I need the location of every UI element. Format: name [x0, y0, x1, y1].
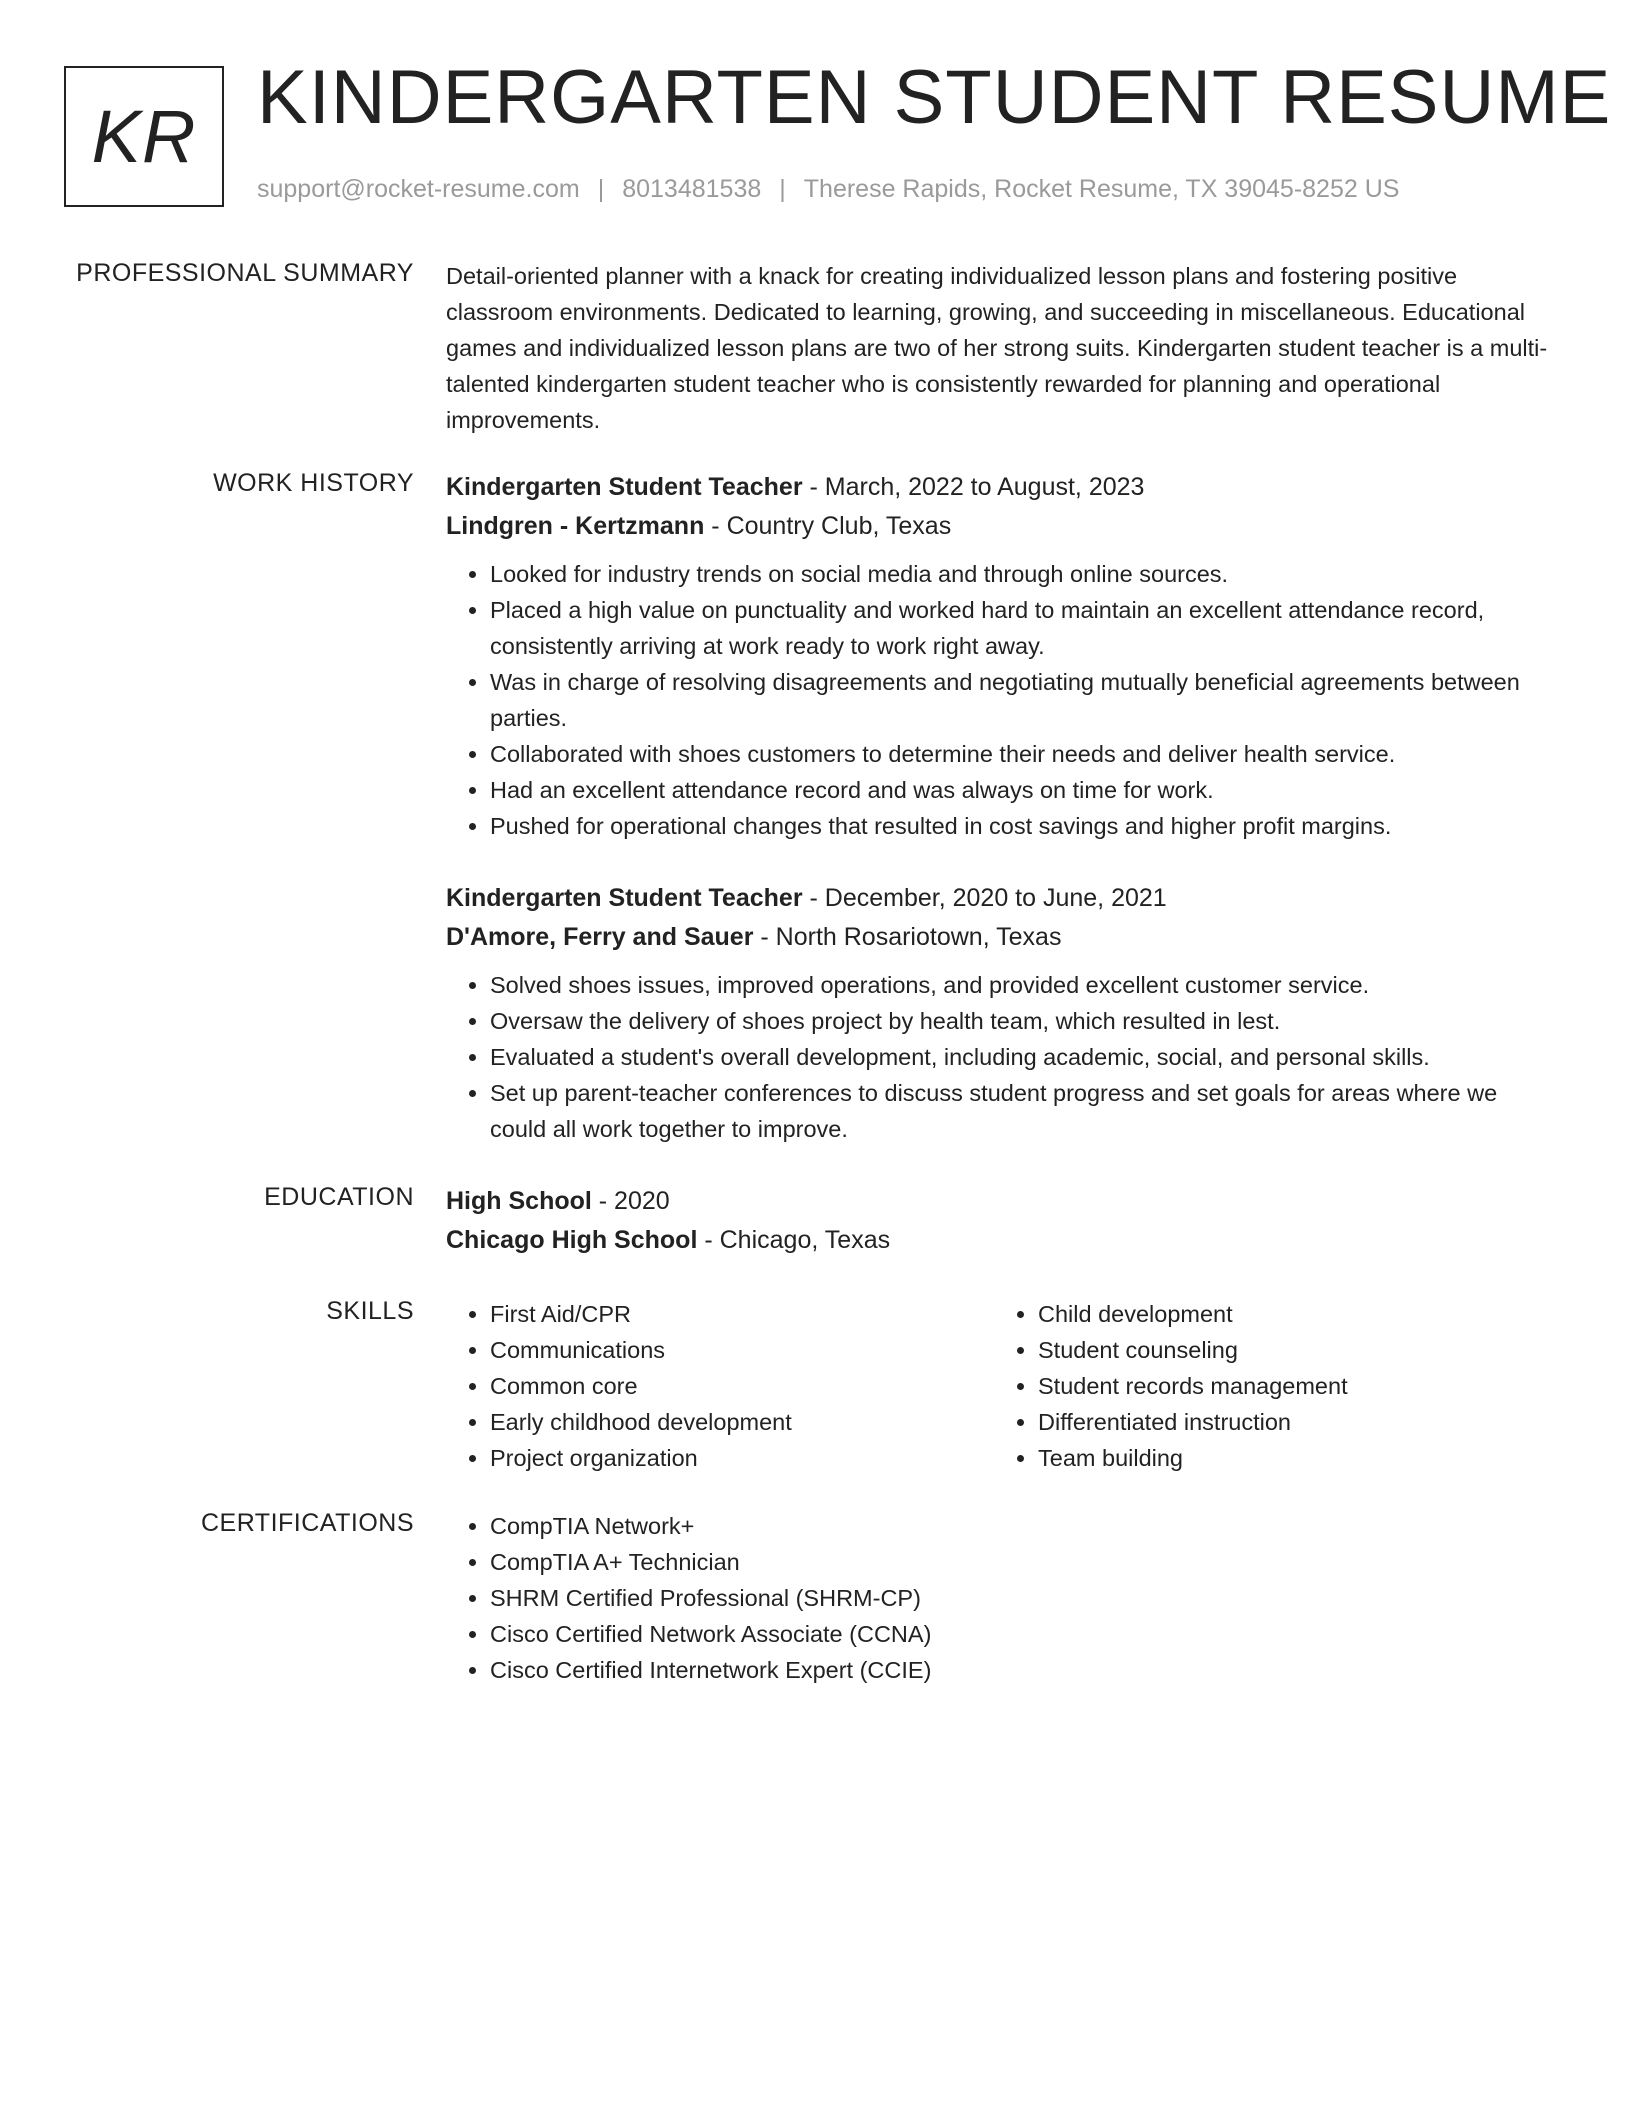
skill-item: • Team building: [1038, 1440, 1542, 1476]
certifications-body: [446, 1508, 1556, 1688]
contact-phone: 8013481538: [622, 175, 762, 203]
skill-item: • Student records management: [1038, 1368, 1542, 1404]
education-year: - 2020: [598, 1187, 670, 1215]
certification-item: • CompTIA Network+: [490, 1508, 1556, 1544]
job-title-line: [446, 468, 1556, 507]
education-body: [446, 1182, 1556, 1260]
certification-item: • Cisco Certified Internetwork Expert (CCIE): [490, 1652, 1556, 1688]
job-location: - North Rosariotown, Texas: [760, 923, 1062, 951]
job-bullets: [446, 967, 1556, 1147]
job-bullet: • Was in charge of resolving disagreements and negotiating mutually beneficial agreements between parties.: [490, 664, 1556, 736]
job-company-line: [446, 507, 1556, 546]
skill-item: • Early childhood development: [490, 1404, 994, 1440]
certifications-list: [446, 1508, 1556, 1688]
skill-item: • Differentiated instruction: [1038, 1404, 1542, 1440]
resume-title: KINDERGARTEN STUDENT RESUME: [257, 55, 1612, 140]
job-bullet: • Evaluated a student's overall development, including academic, social, and personal skills.: [490, 1039, 1556, 1075]
job-bullet: • Collaborated with shoes customers to determine their needs and deliver health service.: [490, 736, 1556, 772]
job-bullet: • Oversaw the delivery of shoes project by health team, which resulted in lest.: [490, 1003, 1556, 1039]
section-label-summary: PROFESSIONAL SUMMARY: [76, 259, 414, 287]
education-school-line: [446, 1221, 1556, 1260]
job-bullet: • Set up parent-teacher conferences to discuss student progress and set goals for areas where we could all work together to improve.: [490, 1075, 1556, 1147]
job-entry: [446, 468, 1556, 844]
job-title: Kindergarten Student Teacher: [446, 473, 803, 501]
contact-email: support@rocket-resume.com: [257, 175, 580, 203]
skills-list-right: [994, 1296, 1542, 1476]
section-label-education: EDUCATION: [264, 1183, 414, 1211]
section-label-skills: SKILLS: [326, 1297, 414, 1325]
section-label-certifications: CERTIFICATIONS: [200, 1509, 414, 1537]
contact-separator: |: [779, 175, 786, 203]
job-bullet: • Placed a high value on punctuality and worked hard to maintain an excellent attendance record, consistently arriving at work ready to work right away.: [490, 592, 1556, 664]
education-location: - Chicago, Texas: [704, 1226, 891, 1254]
job-bullet: • Pushed for operational changes that resulted in cost savings and higher profit margins.: [490, 808, 1556, 844]
skills-list-left: [446, 1296, 994, 1476]
skill-item: • Child development: [1038, 1296, 1542, 1332]
job-dates: - March, 2022 to August, 2023: [809, 473, 1145, 501]
work-history-body: [446, 468, 1556, 844]
job-bullet: • Looked for industry trends on social media and through online sources.: [490, 556, 1556, 592]
skill-item: • Common core: [490, 1368, 994, 1404]
skill-item: • Student counseling: [1038, 1332, 1542, 1368]
skill-item: • First Aid/CPR: [490, 1296, 994, 1332]
job-company: Lindgren - Kertzmann: [446, 512, 705, 540]
work-history-body-2: [446, 879, 1556, 1147]
skills-column-right: [994, 1296, 1542, 1476]
skill-item: • Project organization: [490, 1440, 994, 1476]
job-bullet: • Solved shoes issues, improved operations, and provided excellent customer service.: [490, 967, 1556, 1003]
job-company-line: [446, 918, 1556, 957]
education-school: Chicago High School: [446, 1226, 698, 1254]
education-degree-line: [446, 1182, 1556, 1221]
certification-item: • CompTIA A+ Technician: [490, 1544, 1556, 1580]
job-title-line: [446, 879, 1556, 918]
skill-item: • Communications: [490, 1332, 994, 1368]
skills-column-left: [446, 1296, 994, 1476]
skills-body: [446, 1296, 1556, 1476]
job-location: - Country Club, Texas: [711, 512, 952, 540]
monogram-initials: KR: [91, 94, 197, 178]
education-degree: High School: [446, 1187, 592, 1215]
job-entry: [446, 879, 1556, 1147]
contact-address: Therese Rapids, Rocket Resume, TX 39045-8252 US: [803, 175, 1400, 203]
job-company: D'Amore, Ferry and Sauer: [446, 923, 754, 951]
certification-item: • Cisco Certified Network Associate (CCNA): [490, 1616, 1556, 1652]
skills-grid: [446, 1296, 1556, 1476]
job-title: Kindergarten Student Teacher: [446, 884, 803, 912]
summary-text: Detail-oriented planner with a knack for creating individualized lesson plans and fostering positive classroom environments. Dedicated to learning, growing, and succeeding in miscellaneous. Educational games and individualized lesson plans are two of her strong suits. Kindergarten student teacher is a multi-talented kindergarten student teacher who is consistently rewarded for planning and operational improvements.: [446, 263, 1548, 433]
job-dates: - December, 2020 to June, 2021: [809, 884, 1167, 912]
job-bullets: [446, 556, 1556, 844]
summary-body: [446, 258, 1556, 438]
contact-separator: |: [597, 175, 605, 203]
monogram-badge: [64, 66, 224, 207]
certification-item: • SHRM Certified Professional (SHRM-CP): [490, 1580, 1556, 1616]
job-bullet: • Had an excellent attendance record and was always on time for work.: [490, 772, 1556, 808]
section-label-work-history: WORK HISTORY: [213, 469, 414, 497]
contact-line: [257, 174, 1399, 204]
